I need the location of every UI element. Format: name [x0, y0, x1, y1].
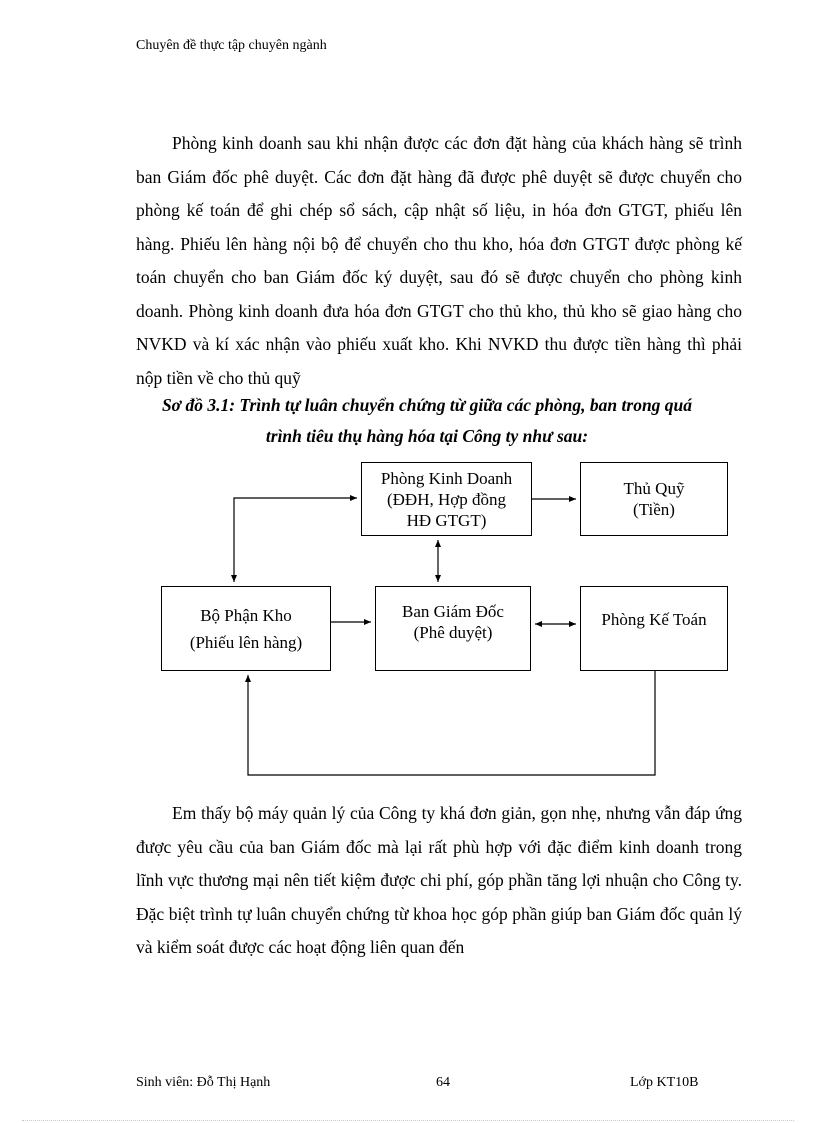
box-phong-kinh-doanh-line-2: (ĐĐH, Hợp đồng — [386, 489, 506, 509]
box-thu-quy — [580, 462, 728, 536]
box-ban-giam-doc-line-2: (Phê duyệt) — [413, 623, 493, 642]
box-thu-quy-line-2: (Tiền) — [633, 500, 675, 519]
box-phong-kinh-doanh — [361, 462, 532, 536]
page-bottom-divider — [22, 1120, 794, 1121]
caption-line-1: Sơ đồ 3.1: Trình tự luân chuyển chứng từ giữa các phòng, ban trong quá — [161, 395, 693, 415]
box-bo-phan-kho — [161, 586, 331, 671]
box-ban-giam-doc-line-1: Ban Giám Đốc — [402, 602, 504, 621]
paragraph-1: Phòng kinh doanh sau khi nhận được các đơn đặt hàng của khách hàng sẽ trình ban Giám đốc phê duyệt. Các đơn đặt hàng đã được phê duyệt sẽ được chuyển cho phòng kế toán để ghi chép sổ sách, cập nhật số liệu, in hóa đơn GTGT, phiếu lên hàng. Phiếu lên hàng nội bộ để chuyển cho thu kho, hóa đơn GTGT được phòng kế toán chuyển cho ban Giám đốc ký duyệt, sau đó sẽ được chuyển cho phòng kinh doanh. Phòng kinh doanh đưa hóa đơn GTGT cho thủ kho, thủ kho sẽ giao hàng cho NVKD và kí xác nhận vào phiếu xuất kho. Khi NVKD thu được tiền hàng thì phải nộp tiền về cho thủ quỹ — [136, 133, 742, 388]
box-ban-giam-doc — [375, 586, 531, 671]
box-bo-phan-kho-line-2: (Phiếu lên hàng) — [189, 632, 303, 652]
box-thu-quy-line-1: Thủ Quỹ — [623, 479, 685, 498]
footer-class: Lớp KT10B — [630, 1075, 699, 1090]
box-phong-ke-toan — [580, 586, 728, 671]
box-phong-ke-toan-line-1: Phòng Kế Toán — [601, 610, 707, 629]
box-phong-kinh-doanh-line-3: HĐ GTGT) — [406, 510, 487, 530]
paragraph-2: Em thấy bộ máy quản lý của Công ty khá đơn giản, gọn nhẹ, nhưng vẫn đáp ứng được yêu cầu của ban Giám đốc mà lại rất phù hợp với đặc điểm kinh doanh trong lĩnh vực thương mại nên tiết kiệm được chi phí, góp phần tăng lợi nhuận cho Công ty. Đặc biệt trình tự luân chuyển chứng từ khoa học góp phần giúp ban Giám đốc quản lý và kiểm soát được các hoạt động liên quan đến — [136, 803, 742, 957]
box-bo-phan-kho-line-1: Bộ Phận Kho — [200, 605, 292, 625]
caption-line-2: trình tiêu thụ hàng hóa tại Công ty như sau: — [265, 426, 589, 446]
box-phong-kinh-doanh-line-1: Phòng Kinh Doanh — [380, 468, 513, 488]
arrow-ke-toan-kho — [248, 671, 655, 775]
footer-page-number: 64 — [436, 1075, 450, 1090]
arrow-kho-kinh-doanh — [234, 498, 357, 582]
page-header: Chuyên đề thực tập chuyên ngành — [136, 38, 327, 53]
footer-student: Sinh viên: Đỗ Thị Hạnh — [136, 1075, 271, 1090]
